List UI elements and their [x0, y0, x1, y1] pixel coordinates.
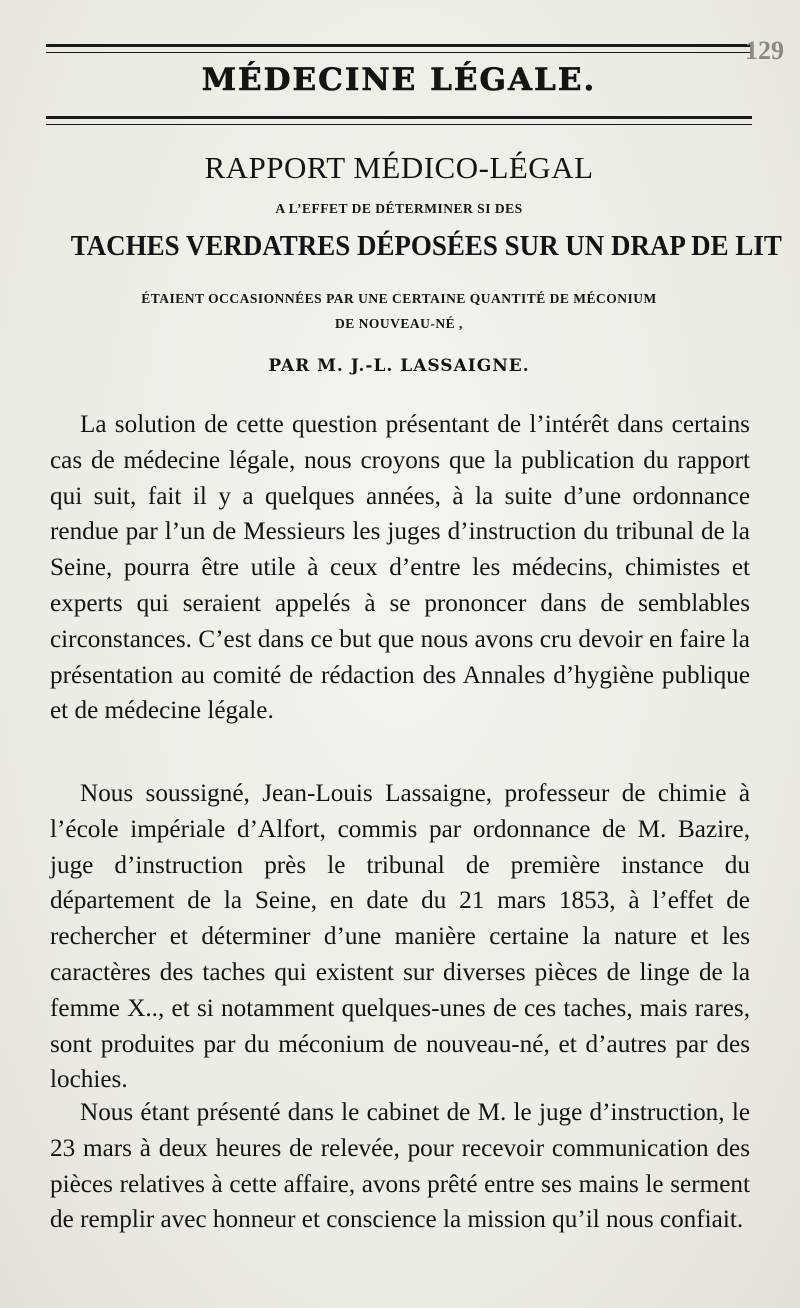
body-paragraph [50, 1095, 750, 1238]
section-rule-bottom [46, 116, 752, 119]
section-title: MÉDECINE LÉGALE. [201, 62, 597, 98]
paragraph-text: Nous soussigné, Jean-Louis Lassaigne, professeur de chimie à l’école impériale d’Alfort, commis par ordonnance de M. Bazire, juge d’instruction près le tribunal de première instance du département de la Seine, en date du 21 mars 1853, à l’effet de rechercher et déterminer d’une manière certaine la nature et les caractères des taches qui existent sur diverses pièces de linge de la femme X.., et si notamment quelques-unes de ces taches, mais rares, sont produites par du méconium de nouveau-né, et d’autres par des lochies. [50, 780, 750, 1094]
article-subtitle-line1: A L’EFFET DE DÉTERMINER SI DES [275, 201, 523, 216]
header-double-rule-top [46, 44, 752, 47]
paragraph-text: Nous étant présenté dans le cabinet de M. le juge d’instruction, le 23 mars à deux heures de relevée, pour recevoir communication des pièces relatives à cette affaire, avons prêté entre ses mains le serment de remplir avec honneur et conscience la mission qu’il nous confiait. [50, 1099, 750, 1234]
article-subtitle-main: TACHES VERDATRES DÉPOSÉES SUR UN DRAP DE LIT [70, 230, 782, 262]
body-paragraph [50, 407, 750, 729]
section-thin-rule-bottom [46, 124, 752, 125]
article-subtitle-line3: DE NOUVEAU-NÉ , [335, 316, 463, 331]
header-thin-rule [46, 52, 752, 53]
body-paragraph [50, 776, 750, 1098]
paragraph-text: La solution de cette question présentant de l’intérêt dans certains cas de médecine légale, nous croyons que la publication du rapport qui suit, fait il y a quelques années, à la suite d’une ordonnance rendue par l’un de Messieurs les juges d’instruction du tribunal de la Seine, pourra être utile à ceux d’entre les médecins, chimistes et experts qui seraient appelés à se prononcer dans de semblables circonstances. C’est dans ce but que nous avons cru devoir en faire la présentation au comité de rédaction des Annales d’hygiène publique et de médecine légale. [50, 411, 750, 725]
article-subtitle-continued [46, 286, 752, 336]
article-subtitle-line2: ÉTAIENT OCCASIONNÉES PAR UNE CERTAINE QUANTITÉ DE MÉCONIUM [141, 291, 657, 306]
page-number: 129 [745, 36, 784, 65]
article-author: PAR M. J.-L. LASSAIGNE. [268, 356, 530, 376]
article-title: RAPPORT MÉDICO-LÉGAL [204, 150, 594, 185]
